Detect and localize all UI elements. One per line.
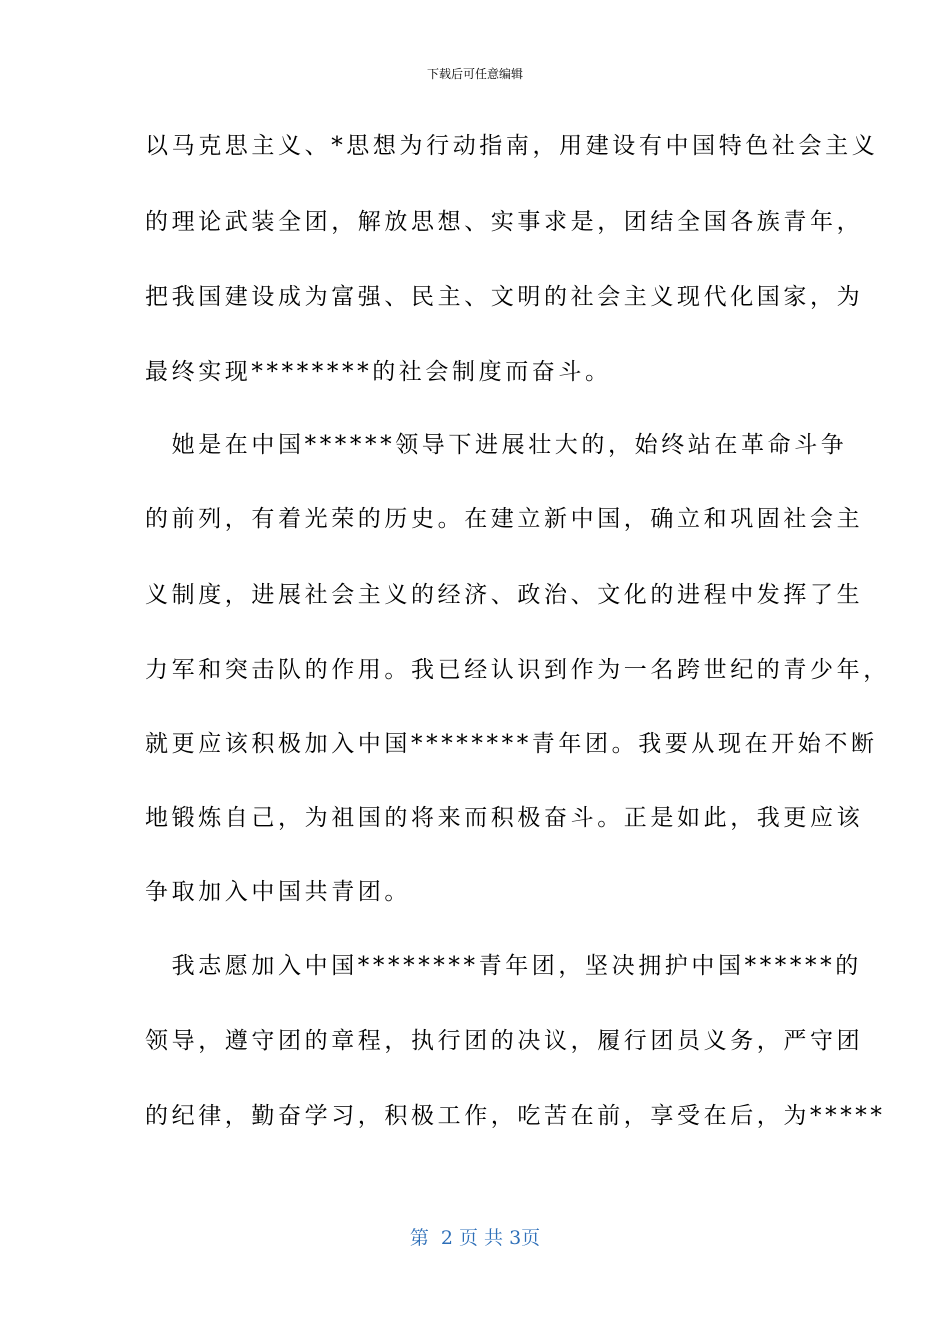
text-line: 争取加入中国共青团。 (145, 879, 411, 905)
page-number-footer: 第 2 页 共 3页 (409, 1227, 541, 1249)
text-line: 的理论武装全团，解放思想、实事求是，团结全国各族青年， (145, 209, 864, 235)
text-line: 义制度，进展社会主义的经济、政治、文化的进程中发挥了生 (145, 582, 864, 608)
text-line: 就更应该积极加入中国********青年团。我要从现在开始不断 (145, 731, 878, 757)
paragraph-first-line: 我志愿加入中国********青年团，坚决拥护中国******的 (145, 953, 862, 979)
page-header: 下载后可任意编辑 (426, 67, 523, 81)
text-line: 地锻炼自己，为祖国的将来而积极奋斗。正是如此，我更应该 (145, 805, 864, 831)
paragraph-first-line: 她是在中国******领导下进展壮大的，始终站在革命斗争 (145, 432, 848, 458)
text-line: 的前列，有着光荣的历史。在建立新中国，确立和巩固社会主 (145, 506, 864, 532)
text-line: 的纪律，勤奋学习，积极工作，吃苦在前，享受在后，为***** (145, 1103, 886, 1129)
text-line: 最终实现********的社会制度而奋斗。 (145, 359, 612, 385)
text-line: 力军和突击队的作用。我已经认识到作为一名跨世纪的青少年， (145, 657, 890, 683)
text-line: 领导，遵守团的章程，执行团的决议，履行团员义务，严守团 (145, 1028, 864, 1054)
text-line: 把我国建设成为富强、民主、文明的社会主义现代化国家，为 (145, 284, 864, 310)
text-line: 以马克思主义、*思想为行动指南，用建设有中国特色社会主义 (145, 133, 879, 159)
